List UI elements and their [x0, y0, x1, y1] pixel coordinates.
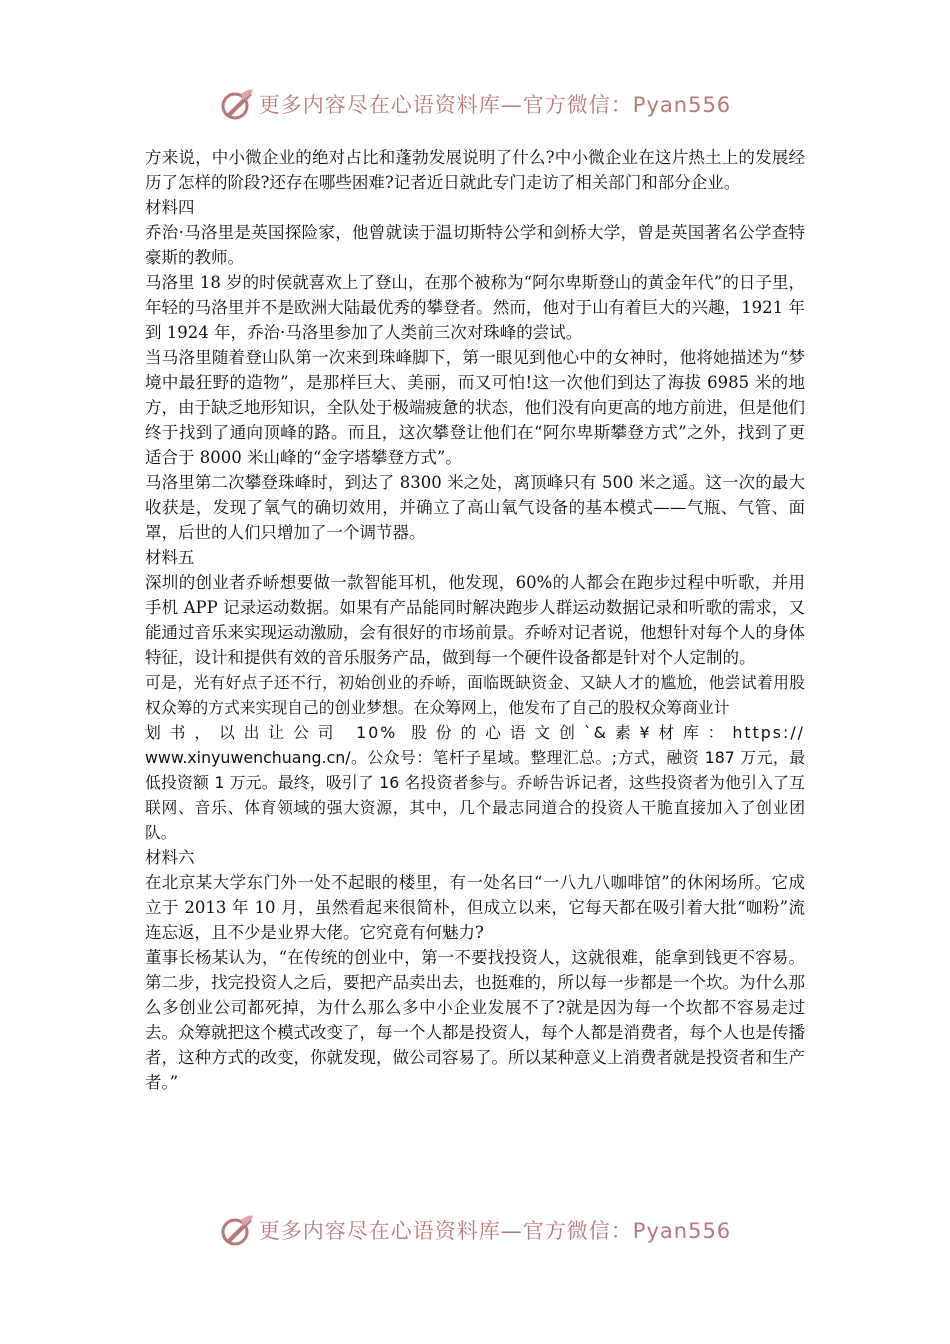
- paragraph: 乔治·马洛里是英国探险家，他曾就读于温切斯特公学和剑桥大学，曾是英国著名公学查特豪斯的教师。: [145, 223, 805, 267]
- section-heading: 材料四: [145, 198, 195, 217]
- paragraph: 深圳的创业者乔峤想要做一款智能耳机，他发现，60%的人都会在跑步过程中听歌，并用手机 APP 记录运动数据。如果有产品能同时解决跑步人群运动数据记录和听歌的需求，又能通过音乐来实现运动激励，会有很好的市场前景。乔峤对记者说，他想针对每个人的身体特征，设计和提供有效的音乐服务产品，做到每一个硬件设备都是针对个人定制的。: [145, 573, 805, 667]
- paragraph: 在北京某大学东门外一处不起眼的楼里，有一处名曰“一八九八咖啡馆”的休闲场所。它成立于 2013 年 10 月，虽然看起来很简朴，但成立以来，它每天都在吸引着大批“咖粉”流连忘返，且不少是业界大佬。它究竟有何魅力?: [145, 873, 805, 942]
- section-heading: 材料六: [145, 848, 195, 867]
- paragraph: 马洛里 18 岁的时侯就喜欢上了登山，在那个被称为“阿尔卑斯登山的黄金年代”的日子里，年轻的马洛里并不是欧洲大陆最优秀的攀登者。然而，他对于山有着巨大的兴趣，1921 年到 1924 年，乔治·马洛里参加了人类前三次对珠峰的尝试。: [145, 273, 805, 342]
- paragraph: 当马洛里随着登山队第一次来到珠峰脚下，第一眼见到他心中的女神时，他将她描述为“梦境中最狂野的造物”，是那样巨大、美丽，而又可怕!这一次他们到达了海拔 6985 米的地方，由于缺乏地形知识，全队处于极端疲惫的状态，他们没有向更高的地方前进，但是他们终于找到了通向顶峰的路。而且，这次攀登让他们在“阿尔卑斯攀登方式”之外，找到了更适合于 8000 米山峰的“金字塔攀登方式”。: [145, 348, 805, 467]
- paragraph: www.xinyuwenchuang.cn/。公众号：笔杆子星域。整理汇总。;方式，融资 187 万元，最低投资额 1 万元。最终，吸引了 16 名投资者参与。乔峤告诉记者，这些投资者为他引入了互联网、音乐、体育领域的强大资源，其中，几个最志同道合的投资人干脆直接加入了创业团队。: [145, 748, 805, 842]
- pen-feather-logo-icon: [219, 1212, 255, 1248]
- watermark-text: 更多内容尽在心语资料库—官方微信：Pyan556: [258, 1219, 732, 1243]
- watermark-text: 更多内容尽在心语资料库—官方微信：Pyan556: [258, 93, 732, 117]
- paragraph: 董事长杨某认为，“在传统的创业中，第一不要找投资人，这就很难，能拿到钱更不容易。第二步，找完投资人之后，要把产品卖出去，也挺难的，所以每一步都是一个坎。为什么那么多创业公司都死掉，为什么那么多中小企业发展不了?就是因为每一个坎都不容易走过去。众筹就把这个模式改变了，每一个人都是投资人，每个人都是消费者，每个人也是传播者，这种方式的改变，你就发现，做公司容易了。所以某种意义上消费者就是投资者和生产者。”: [145, 948, 805, 1092]
- paragraph: 马洛里第二次攀登珠峰时，到达了 8300 米之处，离顶峰只有 500 米之遥。这一次的最大收获是，发现了氧气的确切效用，并确立了高山氧气设备的基本模式——气瓶、气管、面罩，后世的人们只增加了一个调节器。: [145, 473, 805, 542]
- paragraph: 方来说，中小微企业的绝对占比和蓬勃发展说明了什么?中小微企业在这片热土上的发展经历了怎样的阶段?还存在哪些困难?记者近日就此专门走访了相关部门和部分企业。: [145, 148, 805, 192]
- watermark-banner-top: [0, 82, 950, 126]
- watermark-banner-bottom: [0, 1208, 950, 1252]
- paragraph: 可是，光有好点子还不行，初始创业的乔峤，面临既缺资金、又缺人才的尴尬，他尝试着用股权众筹的方式来实现自己的创业梦想。在众筹网上，他发布了自己的股权众筹商业计: [145, 673, 805, 717]
- section-heading: 材料五: [145, 548, 195, 567]
- document-body: [145, 145, 805, 1095]
- pen-feather-logo-icon: [219, 86, 255, 122]
- paragraph: 划书，以出让公司 10% 股份的心语文创`&素¥材库：https://: [145, 723, 805, 742]
